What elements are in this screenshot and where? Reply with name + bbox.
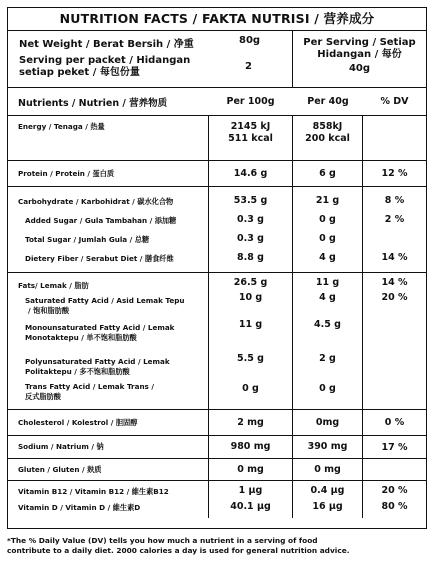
sat-fat-dv: 20 % <box>381 292 408 303</box>
fats-40g: 11 g <box>315 277 340 288</box>
added-sugar-label: Added Sugar / Gula Tambahan / 添加糖 <box>25 216 177 225</box>
header-dv: % DV <box>380 96 409 107</box>
added-sugar-100g: 0.3 g <box>237 214 264 225</box>
servings-label-line-2: setiap peket / 每包份量 <box>19 67 140 78</box>
table-header <box>8 88 426 116</box>
table-row-sodium <box>8 436 426 459</box>
sat-fat-label <box>18 296 208 323</box>
table-row-fats <box>8 273 426 410</box>
trans-fat-100g: 0 g <box>242 383 259 394</box>
vit-d-dv: 80 % <box>381 501 408 512</box>
poly-fat-40g: 2 g <box>319 353 336 364</box>
header-nutrients: Nutrients / Nutrien / 营养物质 <box>18 97 168 109</box>
trans-fat-label-2: 反式脂肪酸 <box>25 392 61 401</box>
energy-kcal-100g: 511 kcal <box>228 133 273 144</box>
per-100g-value: 2 mg <box>208 410 293 435</box>
table-row-protein <box>8 161 426 187</box>
vitamin-labels <box>8 481 208 518</box>
vit-d-label: Vitamin D / Vitamin D / 維生素D <box>18 503 141 512</box>
added-sugar-40g: 0 g <box>319 214 336 225</box>
mono-fat-dv <box>363 319 426 353</box>
carb-per-40g <box>293 187 363 273</box>
vit-b12-label: Vitamin B12 / Vitamin B12 / 維生素B12 <box>18 487 169 496</box>
per-serving-label-line-2: Hidangan / 每份 <box>317 49 402 60</box>
vitamin-per-40g <box>293 481 363 518</box>
table-row-carbohydrate <box>8 187 426 273</box>
mono-fat-label <box>18 323 208 357</box>
per-40g-value: 0 mg <box>293 459 363 480</box>
header-per-100g: Per 100g <box>226 96 275 107</box>
trans-fat-40g: 0 g <box>319 383 336 394</box>
dv-value: 12 % <box>381 168 408 179</box>
servings-per-packet-label <box>19 55 219 79</box>
trans-fat-label <box>18 382 208 402</box>
carb-per-100g <box>208 187 293 273</box>
vit-b12-dv: 20 % <box>381 485 408 496</box>
carb-40g: 21 g <box>315 195 340 206</box>
vit-b12-100g: 1 μg <box>238 485 263 496</box>
fats-100g: 26.5 g <box>233 277 268 288</box>
fats-label: Fats/ Lemak / 脂肪 <box>18 281 89 290</box>
row-label: Energy / Tenaga / 热量 <box>18 122 105 131</box>
sat-fat-100g: 10 g <box>238 292 263 303</box>
fat-per-100g <box>208 273 293 409</box>
fat-dv <box>363 273 426 409</box>
mono-fat-40g: 4.5 g <box>314 319 341 330</box>
table-row-cholesterol <box>8 410 426 436</box>
total-sugar-dv <box>363 233 426 252</box>
table-row-energy <box>8 116 426 161</box>
per-100g-value: 980 mg <box>208 436 293 458</box>
total-sugar-40g: 0 g <box>319 233 336 244</box>
added-sugar-dv: 2 % <box>384 214 405 225</box>
vit-d-100g: 40.1 μg <box>230 501 271 512</box>
footnote-line-2: contribute to a daily diet. 2000 calories a day is used for general nutrition advice. <box>7 546 350 555</box>
per-40g-value: 6 g <box>293 161 363 186</box>
row-label: Protein / Protein / 蛋白质 <box>18 168 115 178</box>
carb-100g: 53.5 g <box>233 195 268 206</box>
vit-b12-40g: 0.4 μg <box>310 485 345 496</box>
carb-dv <box>363 187 426 273</box>
sat-fat-label-2: / 饱和脂肪酸 <box>28 306 70 315</box>
package-info <box>8 31 293 87</box>
table-row-gluten <box>8 459 426 481</box>
sat-fat-40g: 4 g <box>319 292 336 303</box>
poly-fat-label <box>18 357 208 382</box>
vitamin-dv <box>363 481 426 518</box>
row-label: Cholesterol / Kolestrol / 胆固醇 <box>18 417 138 427</box>
carb-labels <box>8 187 208 273</box>
header-per-40g: Per 40g <box>307 96 349 107</box>
fats-dv: 14 % <box>381 277 408 288</box>
poly-fat-dv <box>363 353 426 383</box>
row-label: Sodium / Natrium / 钠 <box>18 442 104 451</box>
panel-title: NUTRITION FACTS / FAKTA NUTRISI / 营养成分 <box>8 8 426 31</box>
mono-fat-label-2: Monotaktepu / 单不饱和脂肪酸 <box>25 333 137 342</box>
table-row-vitamins <box>8 481 426 518</box>
per-40g-value <box>293 116 363 160</box>
vitamin-per-100g <box>208 481 293 518</box>
servings-per-packet-value: 2 <box>245 61 252 72</box>
trans-fat-label-1: Trans Fatty Acid / Lemak Trans / <box>25 382 154 391</box>
per-serving-label-line-1: Per Serving / Setiap <box>303 37 416 48</box>
energy-kcal-40g: 200 kcal <box>305 133 350 144</box>
mono-fat-100g: 11 g <box>238 319 263 330</box>
serving-info <box>8 31 426 88</box>
fiber-40g: 4 g <box>319 252 336 263</box>
mono-fat-label-1: Monounsaturated Fatty Acid / Lemak <box>25 323 175 332</box>
per-40g-value: 0mg <box>293 410 363 435</box>
fiber-100g: 8.8 g <box>237 252 264 263</box>
per-40g-value: 390 mg <box>293 436 363 458</box>
net-weight-value: 80g <box>239 35 261 46</box>
dv-value <box>363 116 426 160</box>
per-100g-value <box>208 116 293 160</box>
fat-labels <box>8 273 208 409</box>
per-serving-value: 40g <box>348 63 371 74</box>
sat-fat-label-1: Saturated Fatty Acid / Asid Lemak Tepu <box>25 296 185 305</box>
total-sugar-label: Total Sugar / Jumlah Gula / 总糖 <box>25 235 150 244</box>
row-label: Gluten / Gluten / 麸质 <box>18 464 102 474</box>
dv-value: 0 % <box>384 417 405 428</box>
poly-fat-label-1: Polyunsaturated Fatty Acid / Lemak <box>25 357 170 366</box>
daily-value-footnote <box>7 536 429 556</box>
net-weight-label: Net Weight / Berat Bersih / 净重 <box>19 39 194 50</box>
per-100g-value: 14.6 g <box>208 161 293 186</box>
per-100g-value: 0 mg <box>208 459 293 480</box>
poly-fat-label-2: Politaktepu / 多不饱和脂肪酸 <box>25 367 130 376</box>
poly-fat-100g: 5.5 g <box>237 353 264 364</box>
fiber-dv: 14 % <box>381 252 408 263</box>
per-serving-info <box>293 31 426 87</box>
carb-label: Carbohydrate / Karbohidrat / 碳水化合物 <box>18 197 174 206</box>
vit-d-40g: 16 μg <box>312 501 343 512</box>
energy-kj-100g: 2145 kJ <box>230 121 271 132</box>
carb-dv-value: 8 % <box>384 195 405 206</box>
footnote-line-1: *The % Daily Value (DV) tells you how much a nutrient in a serving of food <box>7 536 318 545</box>
fat-per-40g <box>293 273 363 409</box>
fiber-label: Dietery Fiber / Serabut Diet / 膳食纤维 <box>25 254 174 263</box>
dv-value: 17 % <box>381 441 408 453</box>
nutrition-facts-panel <box>7 7 427 529</box>
servings-label-line-1: Serving per packet / Hidangan <box>19 55 191 66</box>
energy-kj-40g: 858kJ <box>312 121 343 132</box>
total-sugar-100g: 0.3 g <box>237 233 264 244</box>
